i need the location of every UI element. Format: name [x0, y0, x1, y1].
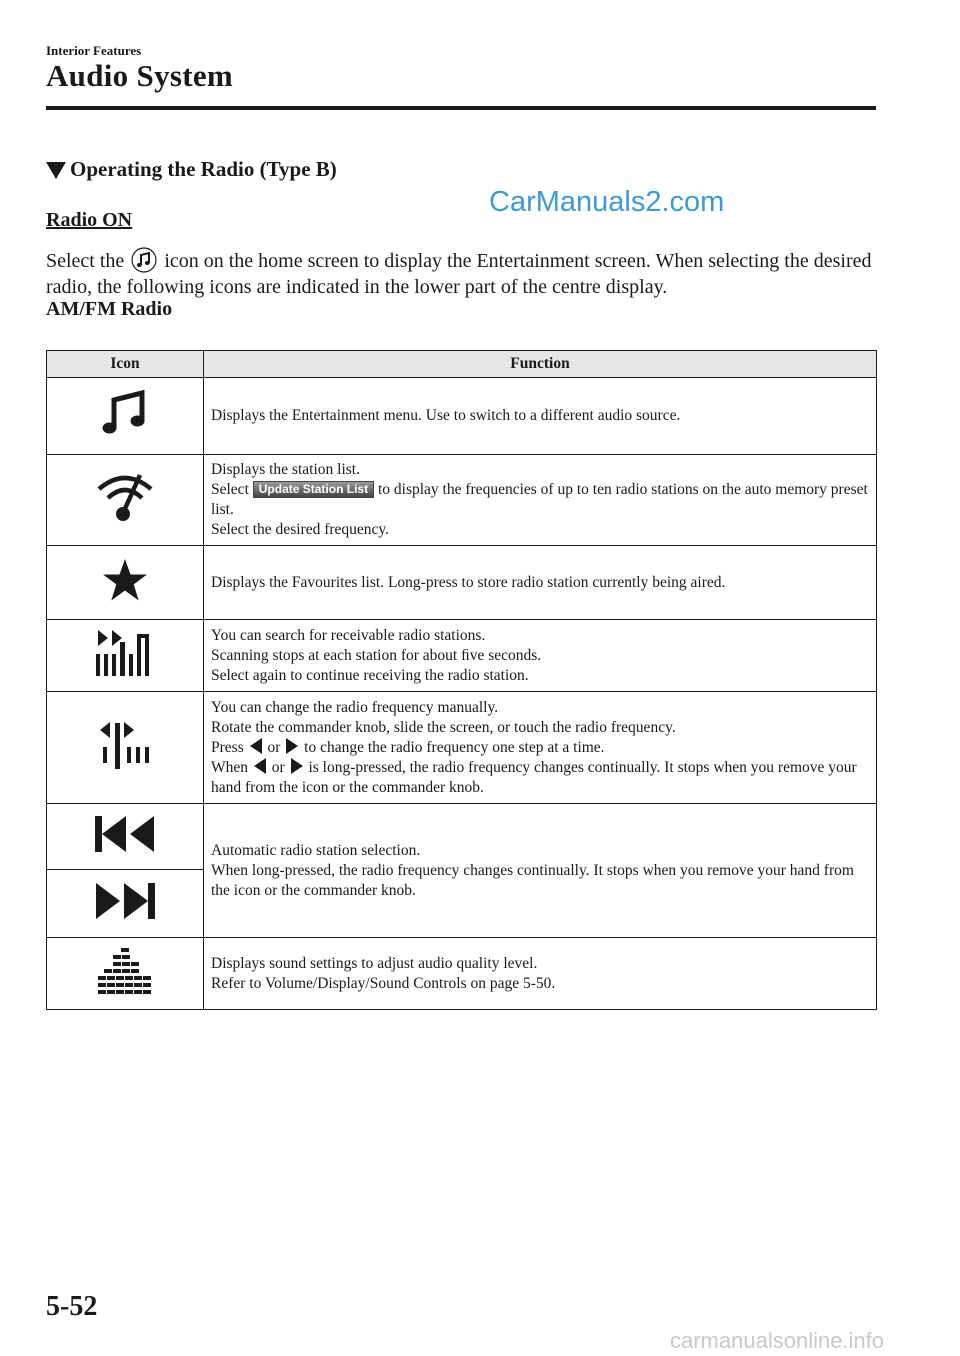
select-prefix: Select	[211, 481, 253, 498]
table-row	[47, 455, 877, 546]
when-suffix: is long-pressed, the radio frequency changes continually. It stops when you remove your hand from the icon or the commander knob.	[211, 758, 857, 796]
function-text	[211, 738, 868, 758]
left-arrow-icon	[250, 738, 262, 754]
header-rule	[46, 106, 876, 110]
section-heading	[46, 157, 337, 182]
watermark: CarManuals2.com	[489, 186, 725, 218]
function-text: Select the desired frequency.	[211, 521, 390, 538]
header-function: Function	[204, 351, 877, 378]
function-text: Rotate the commander knob, slide the screen, or touch the radio frequency.	[211, 718, 676, 736]
scan-icon	[94, 628, 156, 678]
function-cell	[204, 546, 877, 620]
seek-forward-icon	[93, 881, 157, 921]
or-text: or	[263, 738, 285, 756]
table-row	[47, 620, 877, 692]
triangle-bullet-icon	[46, 162, 66, 179]
intro-paragraph	[46, 247, 876, 300]
table-row	[47, 378, 877, 455]
press-prefix: Press	[211, 738, 248, 756]
right-arrow-icon	[291, 758, 303, 774]
header-icon: Icon	[47, 351, 204, 378]
icon-cell	[47, 870, 204, 938]
function-cell	[204, 938, 877, 1010]
icon-cell	[47, 620, 204, 692]
table-row	[47, 804, 877, 870]
chapter-title: Audio System	[46, 58, 234, 93]
table-row	[47, 546, 877, 620]
select-suffix: to display the frequencies of up to ten radio stations on the auto memory preset list.	[211, 481, 868, 518]
function-text: Displays the station list.	[211, 461, 360, 478]
icon-cell	[47, 455, 204, 546]
section-label: Interior Features	[46, 43, 142, 58]
music-note-icon	[129, 247, 159, 273]
function-text: Displays the Entertainment menu. Use to switch to a different audio source.	[211, 407, 681, 424]
icon-cell	[47, 938, 204, 1010]
intro-text-end: icon on the home screen to display the Entertainment screen. When selecting the desired radio, the following icons are indicated in the lower part of the centre display.	[46, 250, 872, 298]
footer-site: carmanualsonline.info	[670, 1328, 885, 1353]
table-row	[47, 938, 877, 1010]
function-text	[211, 758, 868, 798]
table-row	[47, 692, 877, 804]
function-text: You can change the radio frequency manually.	[211, 698, 499, 716]
when-prefix: When	[211, 758, 252, 776]
function-text: Scanning stops at each station for about ﬁve seconds.	[211, 646, 542, 664]
function-cell	[204, 378, 877, 455]
function-text	[211, 480, 868, 520]
section-heading-text: Operating the Radio (Type B)	[70, 157, 337, 181]
function-cell	[204, 620, 877, 692]
function-text: Automatic radio station selection.	[211, 841, 421, 859]
function-text: When long-pressed, the radio frequency changes continually. It stops when you remove your hand from the icon or the commander knob.	[211, 861, 854, 899]
radio-type-heading: AM/FM Radio	[46, 298, 173, 320]
function-cell	[204, 455, 877, 546]
function-text: Displays the Favourites list. Long-press to store radio station currently being aired.	[211, 573, 726, 591]
function-text: Displays sound settings to adjust audio quality level.	[211, 954, 538, 972]
function-text: You can search for receivable radio stations.	[211, 626, 486, 644]
icon-cell	[47, 804, 204, 870]
function-cell	[204, 692, 877, 804]
right-arrow-icon	[286, 738, 298, 754]
radio-antenna-icon	[95, 469, 155, 525]
press-suffix: to change the radio frequency one step at a time.	[300, 738, 605, 756]
function-table	[46, 350, 877, 1010]
icon-cell	[47, 692, 204, 804]
music-note-icon	[100, 388, 150, 438]
icon-cell	[47, 546, 204, 620]
intro-text-start: Select the	[46, 250, 130, 272]
update-station-list-button: Update Station List	[253, 481, 374, 498]
or-text: or	[267, 758, 289, 776]
subheading-radio-on: Radio ON	[46, 209, 133, 231]
function-cell	[204, 804, 877, 938]
star-icon	[102, 558, 148, 602]
page-number: 5-52	[46, 1291, 98, 1322]
tune-icon	[98, 719, 152, 771]
equalizer-icon	[97, 946, 153, 996]
icon-cell	[47, 378, 204, 455]
table-header-row	[47, 351, 877, 378]
left-arrow-icon	[254, 758, 266, 774]
function-text: Refer to Volume/Display/Sound Controls on page 5-50.	[211, 974, 556, 992]
function-text: Select again to continue receiving the radio station.	[211, 666, 529, 684]
seek-back-icon	[93, 814, 157, 854]
